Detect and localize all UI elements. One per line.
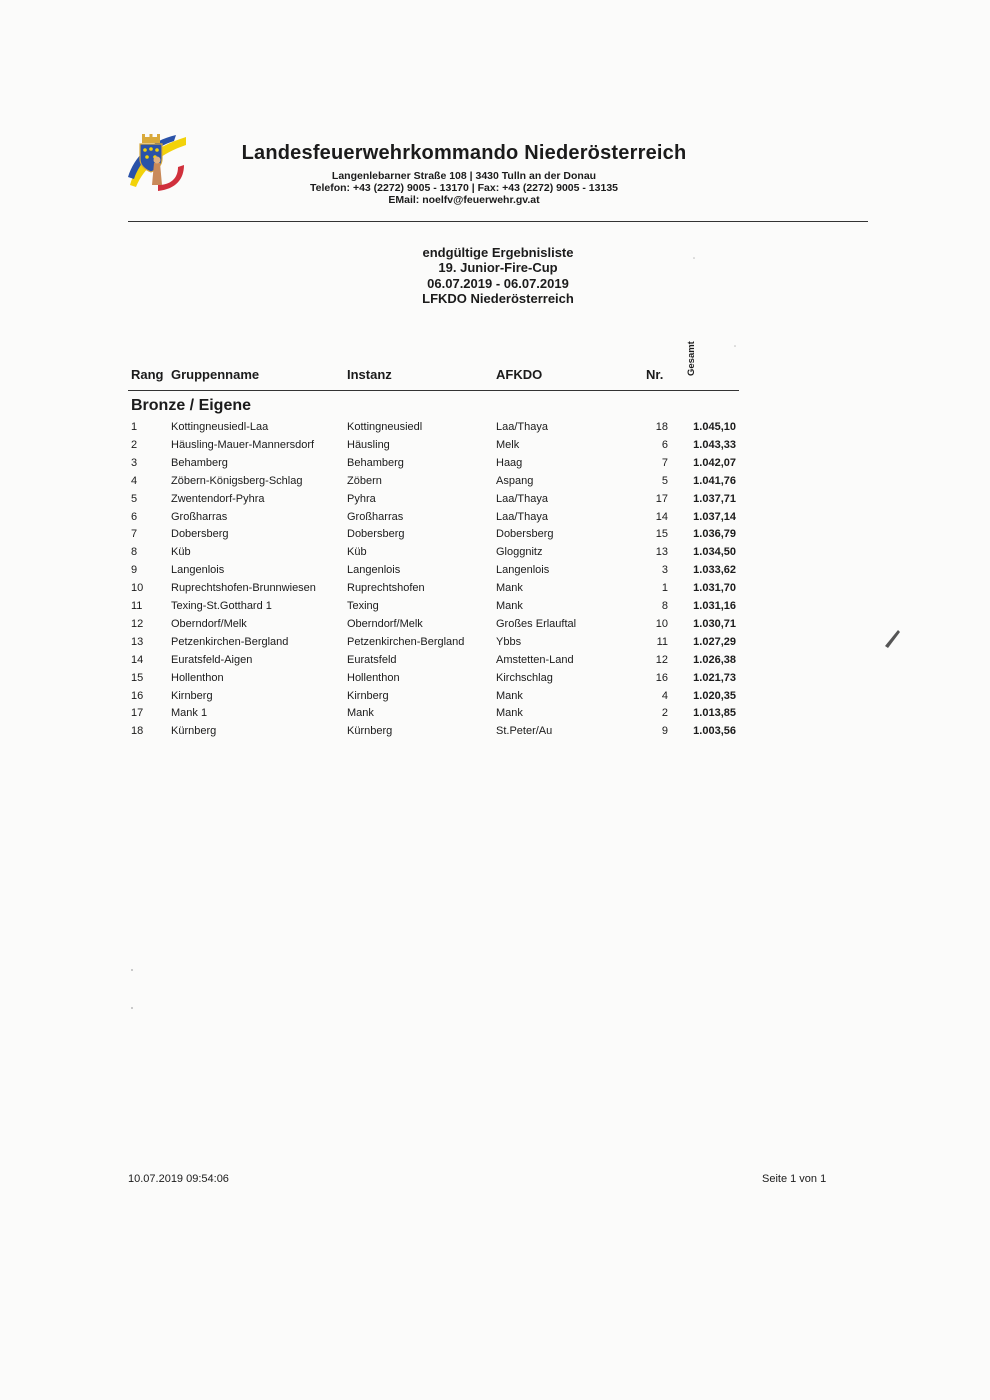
cell-total: 1.031,16	[693, 600, 736, 612]
cell-rank: 5	[131, 492, 138, 505]
cell-total: 1.030,71	[693, 617, 736, 630]
table-row	[0, 564, 990, 582]
table-row	[0, 511, 990, 529]
cell-afkdo: Langenlois	[496, 564, 550, 577]
cell-afkdo: Kirchschlag	[496, 671, 553, 684]
cell-nr: 18	[655, 421, 668, 433]
footer-timestamp: 10.07.2019 09:54:06	[128, 1173, 229, 1185]
cell-afkdo: Großes Erlauftal	[496, 617, 577, 630]
cell-group-name: Dobersberg	[171, 528, 229, 541]
table-row	[0, 546, 990, 564]
cell-instance: Oberndorf/Melk	[347, 617, 423, 630]
cell-afkdo: Aspang	[496, 474, 534, 487]
cell-rank: 8	[131, 546, 138, 559]
cell-group-name: Euratsfeld-Aigen	[171, 653, 253, 666]
cell-rank: 2	[131, 438, 138, 451]
cell-afkdo: Mank	[496, 707, 523, 720]
cell-instance: Kürnberg	[347, 725, 393, 738]
column-header-group: Gruppenname	[171, 367, 260, 382]
doc-title-line1: endgültige Ergebnisliste	[422, 245, 574, 260]
table-row	[0, 636, 990, 654]
cell-group-name: Hollenthon	[171, 671, 224, 684]
cell-nr: 10	[655, 617, 668, 630]
cell-group-name: Behamberg	[171, 456, 228, 469]
cell-instance: Hollenthon	[347, 671, 400, 684]
cell-instance: Kottingneusiedl	[347, 421, 423, 433]
cell-instance: Häusling	[347, 438, 390, 451]
cell-group-name: Ruprechtshofen-Brunnwiesen	[171, 582, 316, 595]
cell-instance: Ruprechtshofen	[347, 582, 425, 595]
cell-rank: 10	[131, 582, 144, 595]
cell-nr: 3	[661, 564, 668, 577]
table-row	[0, 672, 990, 690]
cell-instance: Kirnberg	[347, 689, 389, 702]
cell-afkdo: St.Peter/Au	[496, 725, 553, 738]
table-row	[0, 582, 990, 600]
column-header-instance: Instanz	[347, 367, 392, 382]
doc-title-line4: LFKDO Niederösterreich	[422, 291, 574, 306]
cell-afkdo: Laa/Thaya	[496, 492, 548, 505]
cell-nr: 8	[661, 600, 668, 612]
cell-group-name: Petzenkirchen-Bergland	[171, 635, 289, 648]
cell-total: 1.037,14	[693, 510, 736, 523]
cell-group-name: Großharras	[171, 510, 228, 523]
organization-address: Langenlebarner Straße 108 | 3430 Tulln an der Donau	[331, 170, 597, 182]
doc-title-line2: 19. Junior-Fire-Cup	[438, 260, 558, 275]
cell-nr: 2	[661, 707, 668, 720]
cell-afkdo: Dobersberg	[496, 528, 554, 541]
cell-nr: 15	[655, 528, 668, 541]
cell-rank: 16	[131, 689, 144, 702]
table-row	[0, 654, 990, 672]
cell-group-name: Häusling-Mauer-Mannersdorf	[171, 438, 315, 451]
table-row	[0, 725, 990, 743]
cell-instance: Zöbern	[347, 474, 382, 487]
cell-nr: 7	[661, 456, 668, 469]
cell-nr: 16	[655, 671, 668, 684]
cell-group-name: Kirnberg	[171, 689, 213, 702]
cell-afkdo: Melk	[496, 438, 520, 451]
cell-afkdo: Laa/Thaya	[496, 510, 548, 523]
column-header-rank: Rang	[131, 367, 164, 382]
cell-instance: Langenlois	[347, 564, 401, 577]
cell-rank: 12	[131, 617, 144, 630]
table-row	[0, 475, 990, 493]
cell-total: 1.026,38	[693, 653, 736, 666]
cell-total: 1.031,70	[693, 582, 736, 595]
cell-rank: 1	[131, 421, 138, 433]
column-header-afkdo: AFKDO	[496, 367, 543, 382]
cell-rank: 11	[131, 600, 143, 612]
cell-group-name: Kottingneusiedl-Laa	[171, 421, 269, 433]
table-row	[0, 421, 990, 439]
cell-instance: Küb	[347, 546, 367, 559]
table-row	[0, 439, 990, 457]
cell-afkdo: Laa/Thaya	[496, 421, 548, 433]
doc-title-line3: 06.07.2019 - 06.07.2019	[427, 276, 569, 291]
organization-name: Landesfeuerwehrkommando Niederösterreich	[241, 142, 687, 164]
cell-total: 1.020,35	[693, 689, 736, 702]
cell-nr: 1	[661, 582, 668, 595]
cell-total: 1.043,33	[693, 438, 736, 451]
cell-rank: 4	[131, 474, 138, 487]
table-row	[0, 528, 990, 546]
column-header-nr: Nr.	[646, 367, 664, 382]
cell-rank: 3	[131, 456, 138, 469]
table-row	[0, 457, 990, 475]
cell-total: 1.027,29	[693, 635, 736, 648]
cell-rank: 15	[131, 671, 144, 684]
cell-instance: Großharras	[347, 510, 404, 523]
cell-group-name: Oberndorf/Melk	[171, 617, 247, 630]
cell-group-name: Zwentendorf-Pyhra	[171, 492, 265, 505]
cell-rank: 6	[131, 510, 138, 523]
cell-nr: 9	[661, 725, 668, 738]
organization-phone-fax: Telefon: +43 (2272) 9005 - 13170 | Fax: +43 (2272) 9005 - 13135	[309, 182, 619, 194]
cell-total: 1.021,73	[693, 671, 736, 684]
cell-instance: Euratsfeld	[347, 653, 397, 666]
cell-afkdo: Amstetten-Land	[496, 653, 574, 666]
cell-total: 1.033,62	[693, 564, 736, 577]
cell-rank: 14	[131, 653, 144, 666]
table-row	[0, 707, 990, 725]
cell-nr: 5	[661, 474, 668, 487]
cell-group-name: Langenlois	[171, 564, 225, 577]
cell-nr: 6	[661, 438, 668, 451]
cell-afkdo: Haag	[496, 456, 523, 469]
table-row	[0, 690, 990, 708]
cell-nr: 11	[656, 635, 668, 648]
section-title: Bronze / Eigene	[131, 397, 252, 414]
cell-afkdo: Gloggnitz	[496, 546, 543, 559]
cell-afkdo: Mank	[496, 600, 523, 612]
cell-instance: Petzenkirchen-Bergland	[347, 635, 465, 648]
cell-total: 1.003,56	[693, 725, 736, 738]
cell-group-name: Mank 1	[171, 707, 208, 720]
cell-rank: 17	[131, 707, 144, 720]
cell-rank: 9	[131, 564, 138, 577]
cell-instance: Dobersberg	[347, 528, 405, 541]
footer-page-number: Seite 1 von 1	[762, 1173, 827, 1185]
cell-instance: Pyhra	[347, 492, 376, 505]
cell-total: 1.037,71	[693, 492, 736, 505]
cell-afkdo: Ybbs	[496, 635, 522, 648]
column-header-total: Gesamt	[686, 341, 697, 376]
cell-group-name: Kürnberg	[171, 725, 217, 738]
cell-total: 1.041,76	[693, 474, 736, 487]
cell-total: 1.045,10	[693, 421, 736, 433]
cell-instance: Texing	[347, 600, 379, 612]
cell-nr: 14	[655, 510, 668, 523]
cell-instance: Behamberg	[347, 456, 404, 469]
cell-total: 1.042,07	[693, 456, 736, 469]
cell-group-name: Küb	[171, 546, 191, 559]
table-row	[0, 493, 990, 511]
table-row	[0, 600, 990, 618]
cell-nr: 13	[655, 546, 668, 559]
cell-nr: 17	[655, 492, 668, 505]
cell-total: 1.013,85	[693, 707, 736, 720]
cell-instance: Mank	[347, 707, 374, 720]
cell-afkdo: Mank	[496, 689, 523, 702]
cell-total: 1.034,50	[693, 546, 736, 559]
cell-rank: 18	[131, 725, 144, 738]
cell-rank: 13	[131, 635, 144, 648]
cell-nr: 4	[661, 689, 668, 702]
cell-group-name: Zöbern-Königsberg-Schlag	[171, 474, 303, 487]
table-row	[0, 618, 990, 636]
cell-nr: 12	[655, 653, 668, 666]
cell-rank: 7	[131, 528, 138, 541]
cell-total: 1.036,79	[693, 528, 736, 541]
table-header-divider	[128, 390, 739, 391]
cell-afkdo: Mank	[496, 582, 523, 595]
organization-email: EMail: noelfv@feuerwehr.gv.at	[388, 194, 540, 206]
fire-brigade-logo-icon	[128, 133, 188, 193]
cell-group-name: Texing-St.Gotthard 1	[171, 600, 272, 612]
header-divider	[128, 221, 868, 222]
